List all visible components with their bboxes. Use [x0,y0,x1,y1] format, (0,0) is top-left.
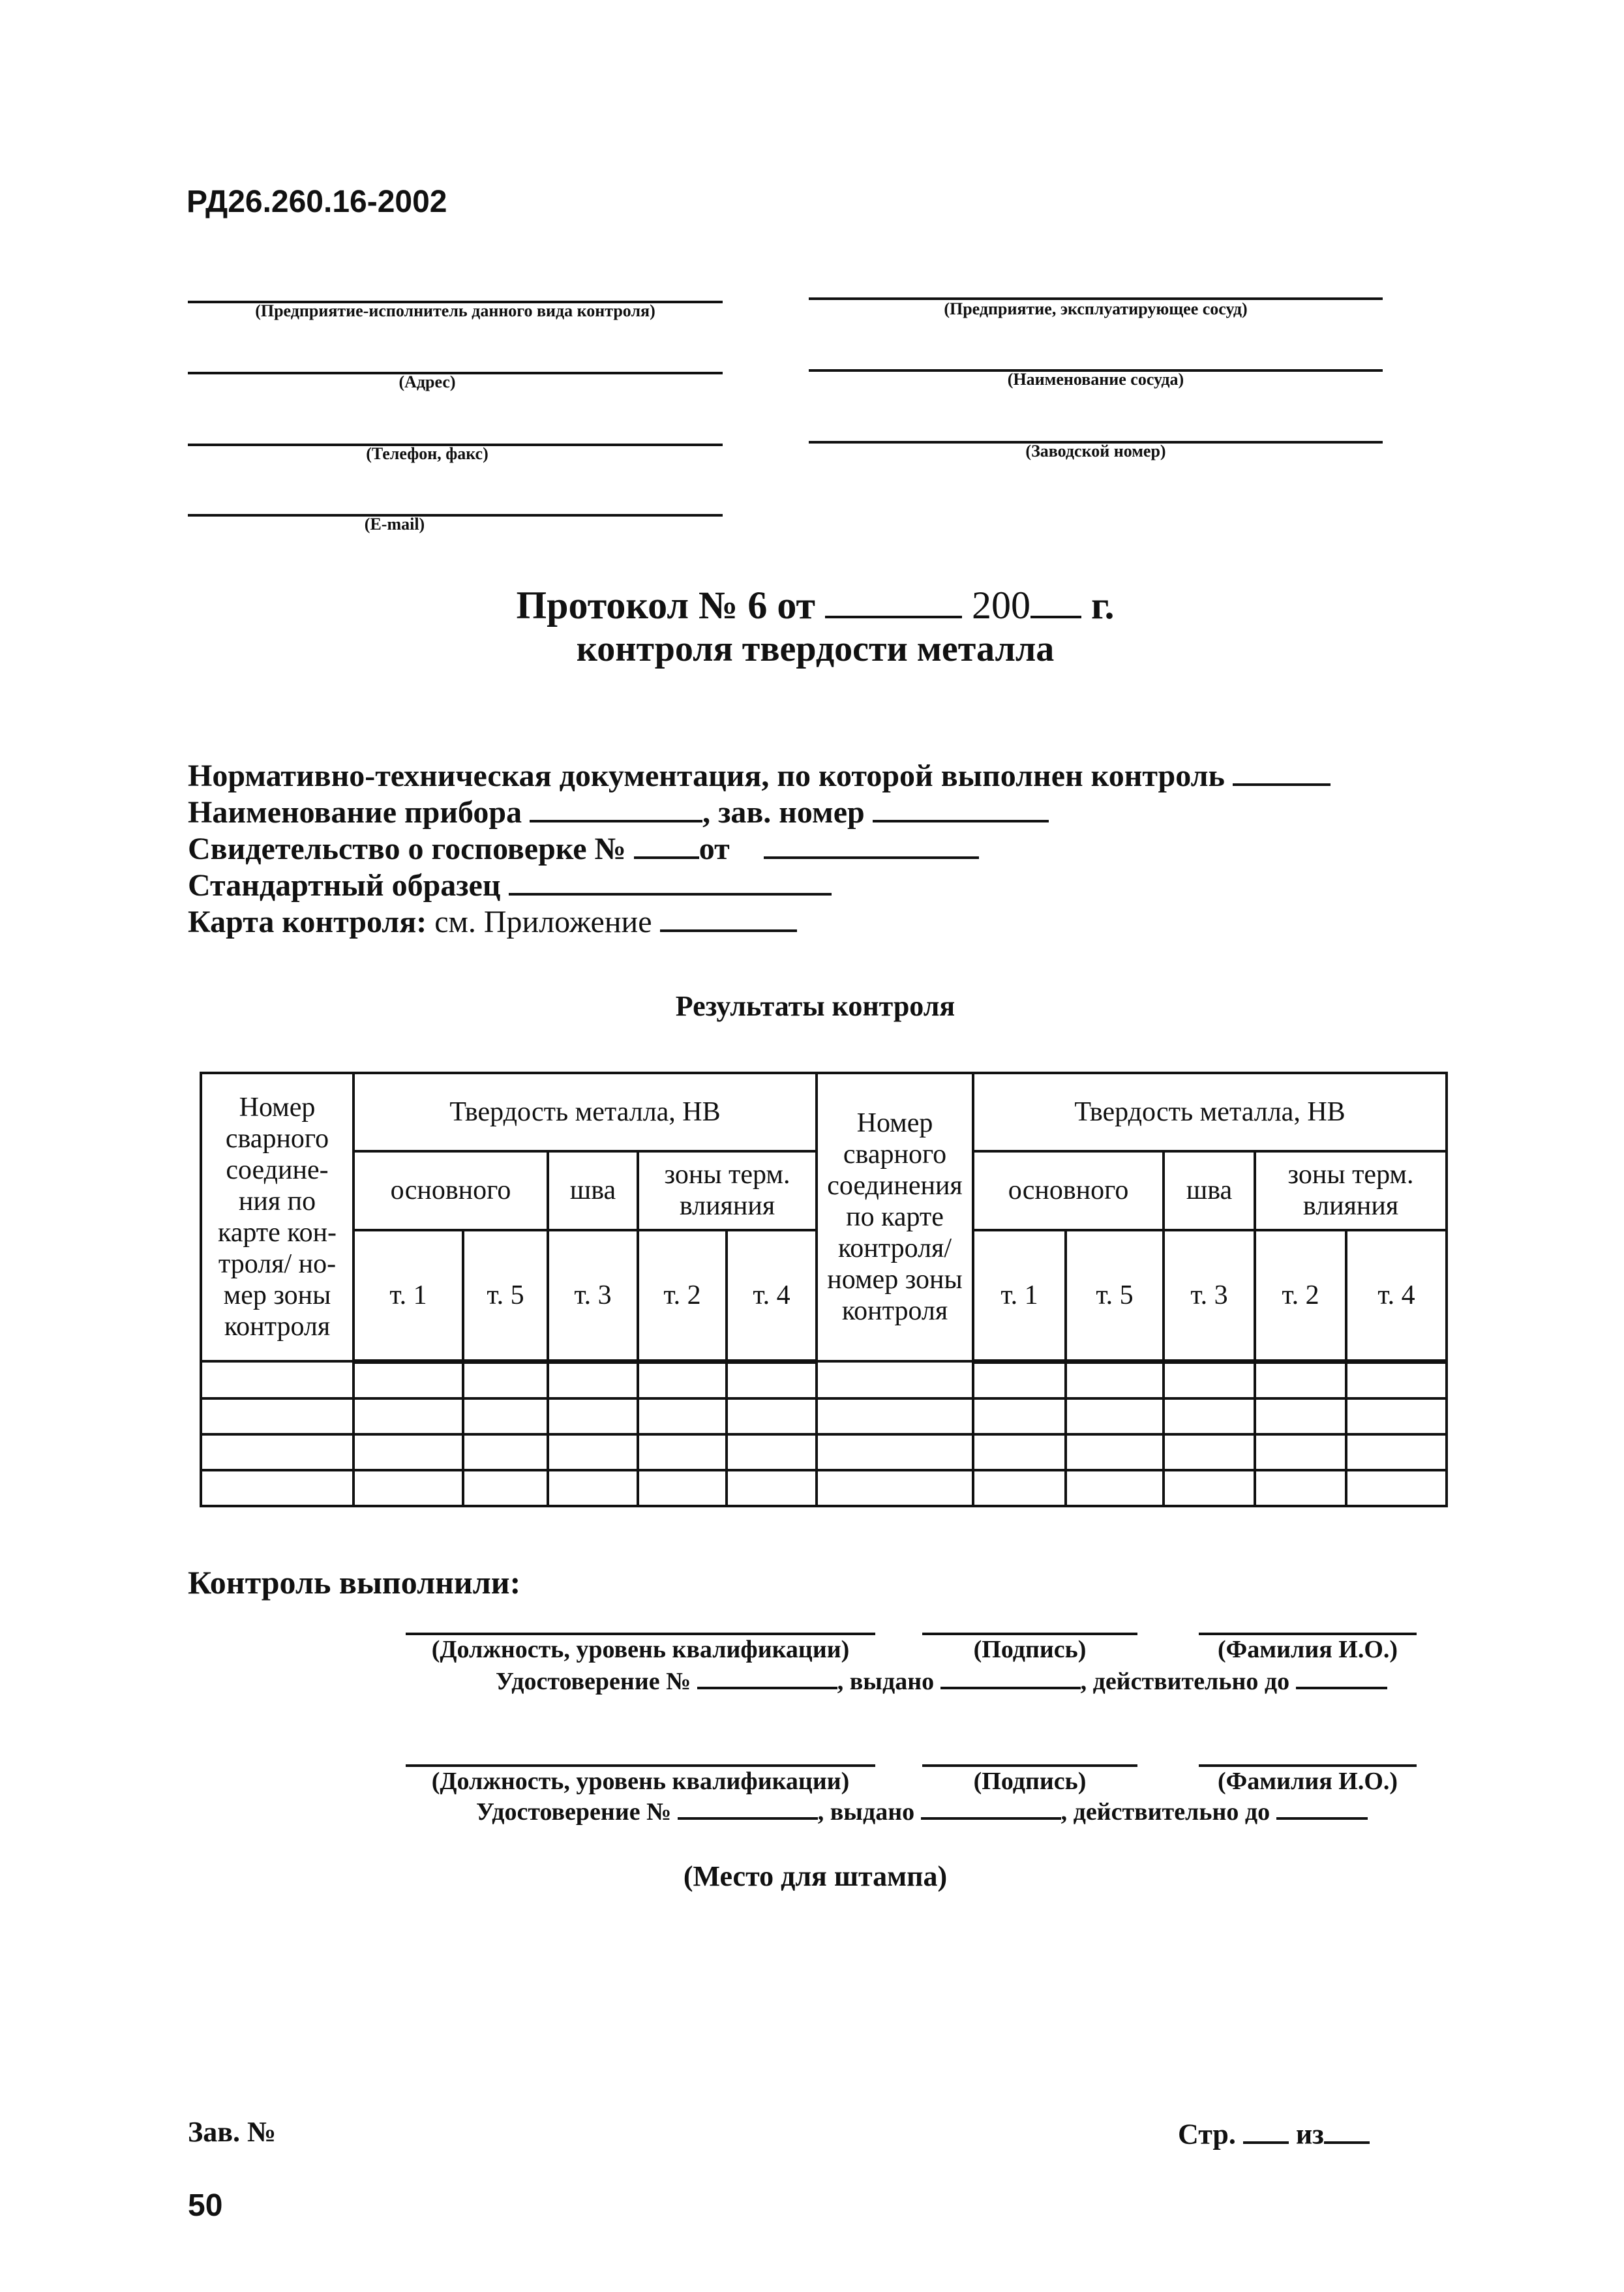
position-caption-1: (Должность, уровень квалификации) [431,1636,850,1663]
protocol-subtitle: контроля твердости металла [576,629,1055,669]
table-cell[interactable] [201,1398,353,1434]
table-cell[interactable] [973,1398,1066,1434]
valid-blank-2[interactable] [1276,1795,1368,1820]
table-cell[interactable] [463,1361,548,1398]
phone-fax-caption: (Телефон, факс) [366,444,489,463]
name-caption-2: (Фамилия И.О.) [1217,1768,1398,1795]
results-table [200,1072,1448,1507]
base-metal-header-right: основного [973,1151,1164,1229]
table-cell[interactable] [548,1470,638,1506]
page-counter [1178,2115,1370,2152]
stamp-place: (Место для штампа) [683,1860,948,1892]
table-cell[interactable] [353,1398,463,1434]
table-cell[interactable] [1066,1434,1164,1470]
table-row [201,1361,1447,1398]
point-5-header-right: т. 5 [1066,1230,1164,1362]
table-cell[interactable] [1164,1398,1255,1434]
table-cell[interactable] [727,1470,817,1506]
table-cell[interactable] [1164,1361,1255,1398]
valid-blank-1[interactable] [1296,1665,1387,1689]
point-5-header-left: т. 5 [463,1230,548,1362]
issued-label-2: , выдано [817,1798,915,1826]
address-caption: (Адрес) [398,372,456,391]
table-cell[interactable] [817,1470,973,1506]
table-cell[interactable] [638,1434,727,1470]
table-cell[interactable] [463,1434,548,1470]
serial-blank[interactable] [873,792,1049,822]
control-map-row [188,901,797,941]
table-cell[interactable] [727,1398,817,1434]
results-heading: Результаты контроля [675,990,955,1022]
point-2-header-left: т. 2 [638,1230,727,1362]
certificate-number-blank-1[interactable] [697,1665,837,1689]
operating-enterprise-caption: (Предприятие, эксплуатирующее сосуд) [944,299,1248,318]
issued-blank-2[interactable] [921,1795,1061,1820]
haz-header-left: зоны терм. влияния [638,1151,817,1229]
table-cell[interactable] [1255,1398,1346,1434]
factory-number-label: Зав. № [188,2116,277,2148]
table-cell[interactable] [463,1470,548,1506]
table-cell[interactable] [201,1434,353,1470]
table-cell[interactable] [548,1434,638,1470]
table-cell[interactable] [1346,1470,1447,1506]
email-caption: (E-mail) [364,515,425,534]
device-row [188,792,1049,831]
protocol-title [326,581,1304,628]
protocol-title-suffix: г. [1091,584,1115,627]
weld-number-header-right: Номер сварного соединения по карте контроля/ номер зоны контроля [817,1073,973,1361]
signatures-heading: Контроль выполнили: [188,1564,521,1601]
table-cell[interactable] [353,1361,463,1398]
table-cell[interactable] [638,1361,727,1398]
point-1-header-left: т. 1 [353,1230,463,1362]
sample-row [188,865,832,904]
table-cell[interactable] [1255,1434,1346,1470]
point-4-header-right: т. 4 [1346,1230,1447,1362]
seam-header-right: шва [1164,1151,1255,1229]
base-metal-header-left: основного [353,1151,548,1229]
point-4-header-left: т. 4 [727,1230,817,1362]
point-2-header-right: т. 2 [1255,1230,1346,1362]
document-code: РД26.260.16-2002 [187,185,447,219]
certificate-date-blank[interactable] [764,828,979,859]
table-cell[interactable] [353,1470,463,1506]
protocol-title-prefix: Протокол № 6 от [516,584,816,627]
protocol-date-blank[interactable] [825,581,962,618]
control-map-blank[interactable] [660,901,797,932]
table-cell[interactable] [1255,1470,1346,1506]
hardness-header-right: Твердость металла, НВ [973,1073,1447,1151]
table-cell[interactable] [1066,1398,1164,1434]
ntd-row [188,755,1331,794]
table-cell[interactable] [1164,1470,1255,1506]
table-cell[interactable] [817,1434,973,1470]
table-cell[interactable] [201,1470,353,1506]
seam-header-left: шва [548,1151,638,1229]
table-cell[interactable] [1346,1398,1447,1434]
sample-label: Стандартный образец [188,868,501,903]
valid-label-2: , действительно до [1060,1798,1271,1826]
table-cell[interactable] [973,1434,1066,1470]
table-cell[interactable] [973,1361,1066,1398]
signature-caption-2: (Подпись) [973,1768,1087,1795]
table-row [201,1398,1447,1434]
table-row [201,1470,1447,1506]
results-data-rows [201,1361,1447,1506]
table-cell[interactable] [548,1398,638,1434]
certificate-from-label: от [699,832,730,867]
certificate-label-1: Удостоверение № [496,1668,691,1696]
table-cell[interactable] [201,1361,353,1398]
signature-caption-1: (Подпись) [973,1636,1087,1663]
certificate-label-2: Удостоверение № [476,1798,672,1826]
page-number: 50 [188,2188,223,2223]
table-cell[interactable] [638,1398,727,1434]
point-3-header-left: т. 3 [548,1230,638,1362]
ntd-blank[interactable] [1233,755,1331,786]
point-1-header-right: т. 1 [973,1230,1066,1362]
vessel-name-caption: (Наименование сосуда) [1007,370,1184,389]
sample-blank[interactable] [509,865,832,896]
table-cell[interactable] [1346,1434,1447,1470]
table-cell[interactable] [727,1434,817,1470]
page-total-blank[interactable] [1324,2115,1370,2144]
point-3-header-right: т. 3 [1164,1230,1255,1362]
table-cell[interactable] [353,1434,463,1470]
issued-blank-1[interactable] [940,1665,1081,1689]
table-cell[interactable] [817,1398,973,1434]
certificate-row-1 [496,1665,1387,1696]
ntd-label: Нормативно-техническая документация, по которой выполнен контроль [188,759,1225,794]
page-number-blank[interactable] [1243,2115,1289,2144]
page-of-label: из [1295,2118,1324,2150]
device-label: Наименование прибора [188,795,522,830]
device-blank[interactable] [530,792,702,822]
table-cell[interactable] [973,1470,1066,1506]
protocol-title-year: 200 [972,584,1031,627]
certificate-row [188,828,979,867]
control-map-label: Карта контроля: [188,905,427,940]
hardness-header-left: Твердость металла, НВ [353,1073,817,1151]
table-cell[interactable] [548,1361,638,1398]
name-caption-1: (Фамилия И.О.) [1217,1636,1398,1663]
certificate-number-blank-2[interactable] [678,1795,818,1820]
table-cell[interactable] [1164,1434,1255,1470]
table-cell[interactable] [1066,1361,1164,1398]
issued-label-1: , выдано [837,1668,935,1696]
table-row [201,1434,1447,1470]
factory-number-caption: (Заводской номер) [1025,442,1166,460]
table-cell[interactable] [463,1398,548,1434]
certificate-row-2 [476,1795,1368,1827]
serial-label: , зав. номер [702,795,865,830]
enterprise-executor-caption: (Предприятие-исполнитель данного вида контроля) [255,301,655,320]
table-cell[interactable] [1066,1470,1164,1506]
table-cell[interactable] [638,1470,727,1506]
control-map-ref: см. Приложение [434,905,652,940]
weld-number-header-left: Номер сварного соедине-ния по карте кон-троля/ но-мер зоны контроля [201,1073,353,1361]
table-cell[interactable] [1255,1361,1346,1398]
page-label: Стр. [1178,2118,1236,2150]
valid-label-1: , действительно до [1080,1668,1290,1696]
certificate-number-blank[interactable] [634,828,699,859]
protocol-year-blank[interactable] [1030,581,1081,618]
certificate-label: Свидетельство о госповерке № [188,832,626,867]
table-cell[interactable] [1346,1361,1447,1398]
position-caption-2: (Должность, уровень квалификации) [431,1768,850,1795]
table-cell[interactable] [817,1361,973,1398]
haz-header-right: зоны терм. влияния [1255,1151,1447,1229]
table-cell[interactable] [727,1361,817,1398]
